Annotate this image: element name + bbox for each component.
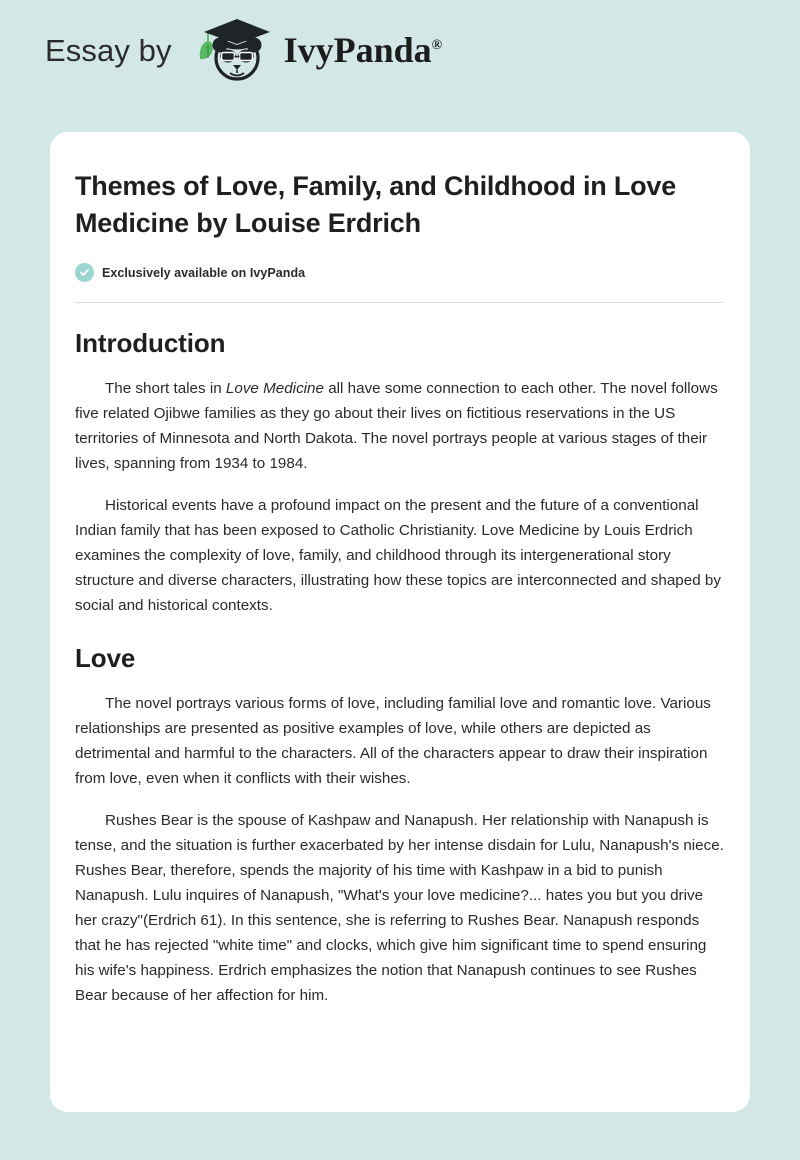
check-circle-icon <box>75 263 94 282</box>
section-heading: Love <box>75 643 136 674</box>
body-paragraph <box>75 691 724 791</box>
brand-wordmark <box>284 32 443 68</box>
title-divider <box>75 302 724 303</box>
exclusivity-badge-label: Exclusively available on IvyPanda <box>102 265 306 280</box>
essay-body <box>75 328 724 1008</box>
exclusivity-badge <box>75 263 724 282</box>
section-heading: Introduction <box>75 328 226 359</box>
brand-name-text: IvyPanda <box>283 30 432 70</box>
brand-header <box>0 0 800 70</box>
paragraph-text: Rushes Bear is the spouse of Kashpaw and Nanapush. Her relationship with Nanapush is tense, and the situation is further exacerbated by her intense disdain for Lulu, Nanapush's niece. Rushes Bear, therefore, spends the majority of his time with Kashpaw in a bid to punish Nanapush. Lulu inquires of Nanapush, "What's your love medicine?... hates you but you drive her crazy"(Erdrich 61). In this sentence, she is referring to Rushes Bear. Nanapush responds that he has rejected "white time" and clocks, which give him significant time to spend ensuring his wife's happiness. Erdrich emphasizes the notion that Nanapush continues to see Rushes Bear because of her affection for him. <box>75 812 724 1005</box>
body-paragraph <box>75 808 724 1008</box>
page-title: Themes of Love, Family, and Childhood in Love Medicine by Louise Erdrich <box>75 171 677 238</box>
panda-graduate-logo-icon <box>190 15 282 81</box>
paragraph-text: The short tales in <box>105 380 226 398</box>
italic-title-text: Love Medicine <box>225 380 324 398</box>
body-paragraph <box>75 376 724 476</box>
essay-by-label: Essay by <box>45 32 172 68</box>
paragraph-text: The novel portrays various forms of love, including familial love and romantic love. Various relationships are presented as positive examples of love, while others are depicted as detrimental and harmful to the characters. All of the characters appear to draw their inspiration from love, even when it conflicts with their wishes. <box>75 695 711 788</box>
paragraph-text: Historical events have a profound impact on the present and the future of a conventional Indian family that has been exposed to Catholic Christianity. Love Medicine by Louis Erdrich examines the complexity of love, family, and childhood through its intergenerational story structure and diverse characters, illustrating how these topics are interconnected and shaped by social and historical contexts. <box>75 497 721 615</box>
paragraph-text: all have some connection to each other. The novel follows five related Ojibwe families as they go about their lives on fictitious reservations in the US territories of Minnesota and North Dakota. The novel portrays people at various stages of their lives, spanning from 1934 to 1984. <box>75 380 718 473</box>
trademark-symbol: ® <box>431 38 443 53</box>
ivypanda-logo[interactable] <box>190 19 443 81</box>
body-paragraph <box>75 493 724 618</box>
essay-card <box>50 132 750 1112</box>
